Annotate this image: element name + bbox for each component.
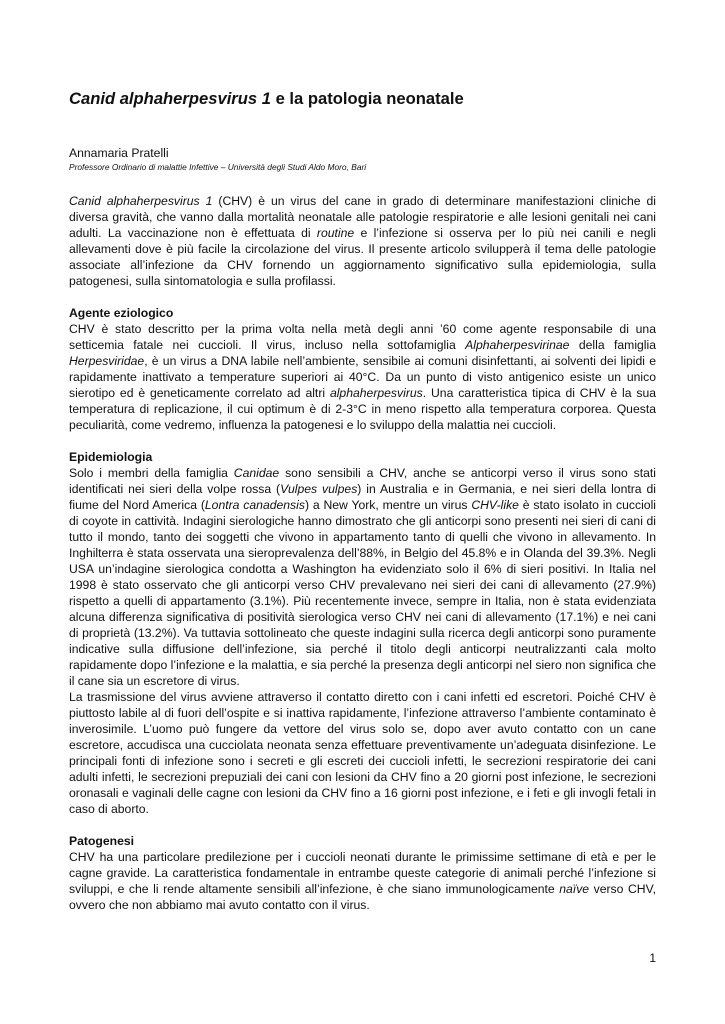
text-run: Solo i membri della famiglia <box>69 466 234 480</box>
italic-term: naïve <box>559 882 590 896</box>
paragraph <box>69 321 656 433</box>
text-run: ) a New York, mentre un virus <box>304 498 472 512</box>
italic-term: Alphaherpesvirinae <box>465 338 570 352</box>
text-run: CHV è stato descritto per la prima volta nella metà degli anni ’60 come agente responsabile di una setticemia fatale nei cuccioli. Il virus, incluso nella sottofamiglia <box>69 322 656 352</box>
intro-paragraph <box>69 193 656 289</box>
text-run: sono sensibili a CHV, anche se anticorpi verso il virus sono stati identificati nei sieri della volpe rossa ( <box>69 466 656 496</box>
section-patogenesi <box>69 833 656 913</box>
italic-term: Canid alphaherpesvirus 1 <box>69 194 213 208</box>
author-affiliation: Professore Ordinario di malattie Infettive – Università degli Studi Aldo Moro, Bari <box>69 162 367 172</box>
section-agente-eziologico <box>69 305 656 433</box>
paragraph <box>69 689 656 817</box>
page-number: 1 <box>649 951 656 965</box>
italic-term: alphaherpesvirus <box>329 386 423 400</box>
text-run: La trasmissione del virus avviene attraverso il contatto diretto con i cani infetti ed escretori. Poiché CHV è piuttosto labile al di fuori dell’ospite e si inattiva rapidamente, l’infezione attraverso l’ambiente contaminato è inverosimile. L’uomo può fungere da vettore del virus solo se, dopo aver avuto contatto con un cane escretore, accudisca una cucciolata neonata senza effettuare preventivamente un’adeguata disinfezione. Le principali fonti di infezione sono i secreti e gli escreti dei cuccioli infetti, le secrezioni respiratorie dei cani adulti infetti, le secrezioni prepuziali dei cani con lesioni da CHV fino a 20 giorni post infezione, le secrezioni oronasali e vaginali delle cagne con lesioni da CHV fino a 16 giorni post infezione, e i feti e gli invogli fetali in caso di aborto. <box>69 690 656 816</box>
paragraph <box>69 465 656 689</box>
text-run: e l’infezione si osserva per lo più nei canili e negli allevamenti dove è più facile la circolazione del virus. Il presente articolo svilupperà il tema delle patologie associate all’infezione da CHV fornendo un aggiornamento significativo sulla epidemiologia, sulla patogenesi, sulla sintomatologia e sulla profilassi. <box>69 226 656 288</box>
intro-text <box>69 193 656 289</box>
section-title: Epidemiologia <box>69 450 153 464</box>
author-name: Annamaria Pratelli <box>69 146 169 160</box>
document-page <box>69 88 656 913</box>
paragraph <box>69 849 656 913</box>
section-title: Patogenesi <box>69 834 135 848</box>
text-run: . Una caratteristica tipica di CHV è la sua temperatura di replicazione, il cui optimum è di 2-3°C in meno rispetto alla temperatura corporea. Questa peculiarità, come vedremo, influenza la patogenesi e lo sviluppo della malattia nei cuccioli. <box>69 386 656 432</box>
text-run: è stato isolato in cuccioli di coyote in cattività. Indagini sierologiche hanno dimostrato che gli anticorpi sono presenti nei sieri di cani di tutto il mondo, tanto dei soggetti che vivono in appartamento tanto di quelli che vivono in allevamento. In Inghilterra è stata osservata una sieroprevalenza dell’88%, in Belgio del 45.8% e in Olanda del 39.3%. Negli USA un’indagine sierologica condotta a Washington ha evidenziato solo il 6% di sieri positivi. In Italia nel 1998 è stato osservato che gli anticorpi verso CHV prevalevano nei sieri dei cani di allevamento (27.9%) rispetto a quelli di appartamento (3.1%). Più recentemente invece, sempre in Italia, non è stata evidenziata alcuna differenza significativa di positività sierologica verso CHV nei cani di allevamento (17.1%) e nei cani di proprietà (13.2%). Va tuttavia sottolineato che queste indagini sulla ricerca degli anticorpi sono puramente indicative sulla diffusione dell’infezione, sia perché il titolo degli anticorpi neutralizzanti cala molto rapidamente dopo l’infezione e la malattia, e sia perché la presenza degli anticorpi nel siero non significa che il cane sia un escretore di virus. <box>69 498 656 688</box>
italic-term: Herpesviridae <box>69 354 145 368</box>
document-title <box>69 88 656 110</box>
section-title: Agente eziologico <box>69 306 174 320</box>
italic-term: Lontra canadensis <box>204 498 305 512</box>
text-run: verso CHV, ovvero che non abbiamo mai avuto contatto con il virus. <box>69 882 656 912</box>
section-body <box>69 321 656 433</box>
text-run: ) in Australia e in Germania, e nei sieri della lontra di fiume del Nord America ( <box>69 482 656 512</box>
title-italic: Canid alphaherpesvirus 1 <box>69 89 271 108</box>
text-run: CHV ha una particolare predilezione per i cuccioli neonati durante le primissime settimane di età e per le cagne gravide. La caratteristica fondamentale in entrambe queste categorie di animali perché l’infezione si sviluppi, e che li rende altamente sensibili all’infezione, è che siano immunologicamente <box>69 850 656 896</box>
italic-term: routine <box>316 226 355 240</box>
section-epidemiologia <box>69 449 656 817</box>
italic-term: Canidae <box>233 466 280 480</box>
text-run: , è un virus a DNA labile nell’ambiente, sensibile ai comuni disinfettanti, ai solventi dei lipidi e rapidamente inattivato a temperature superiori ai 40°C. Da un punto di visto antigenico esiste un unico sierotipo ed è geneticamente correlato ad altri <box>69 354 656 400</box>
italic-term: Vulpes vulpes <box>280 482 358 496</box>
text-run: della famiglia <box>569 338 656 352</box>
section-body <box>69 465 656 817</box>
text-run: (CHV) è un virus del cane in grado di determinare manifestazioni cliniche di diversa gravità, che vanno dalla mortalità neonatale alle patologie respiratorie e alle lesioni genitali nei cani adulti. La vaccinazione non è effettuata di <box>69 194 656 240</box>
title-rest: e la patologia neonatale <box>270 89 464 108</box>
italic-term: CHV-like <box>471 498 519 512</box>
section-body <box>69 849 656 913</box>
